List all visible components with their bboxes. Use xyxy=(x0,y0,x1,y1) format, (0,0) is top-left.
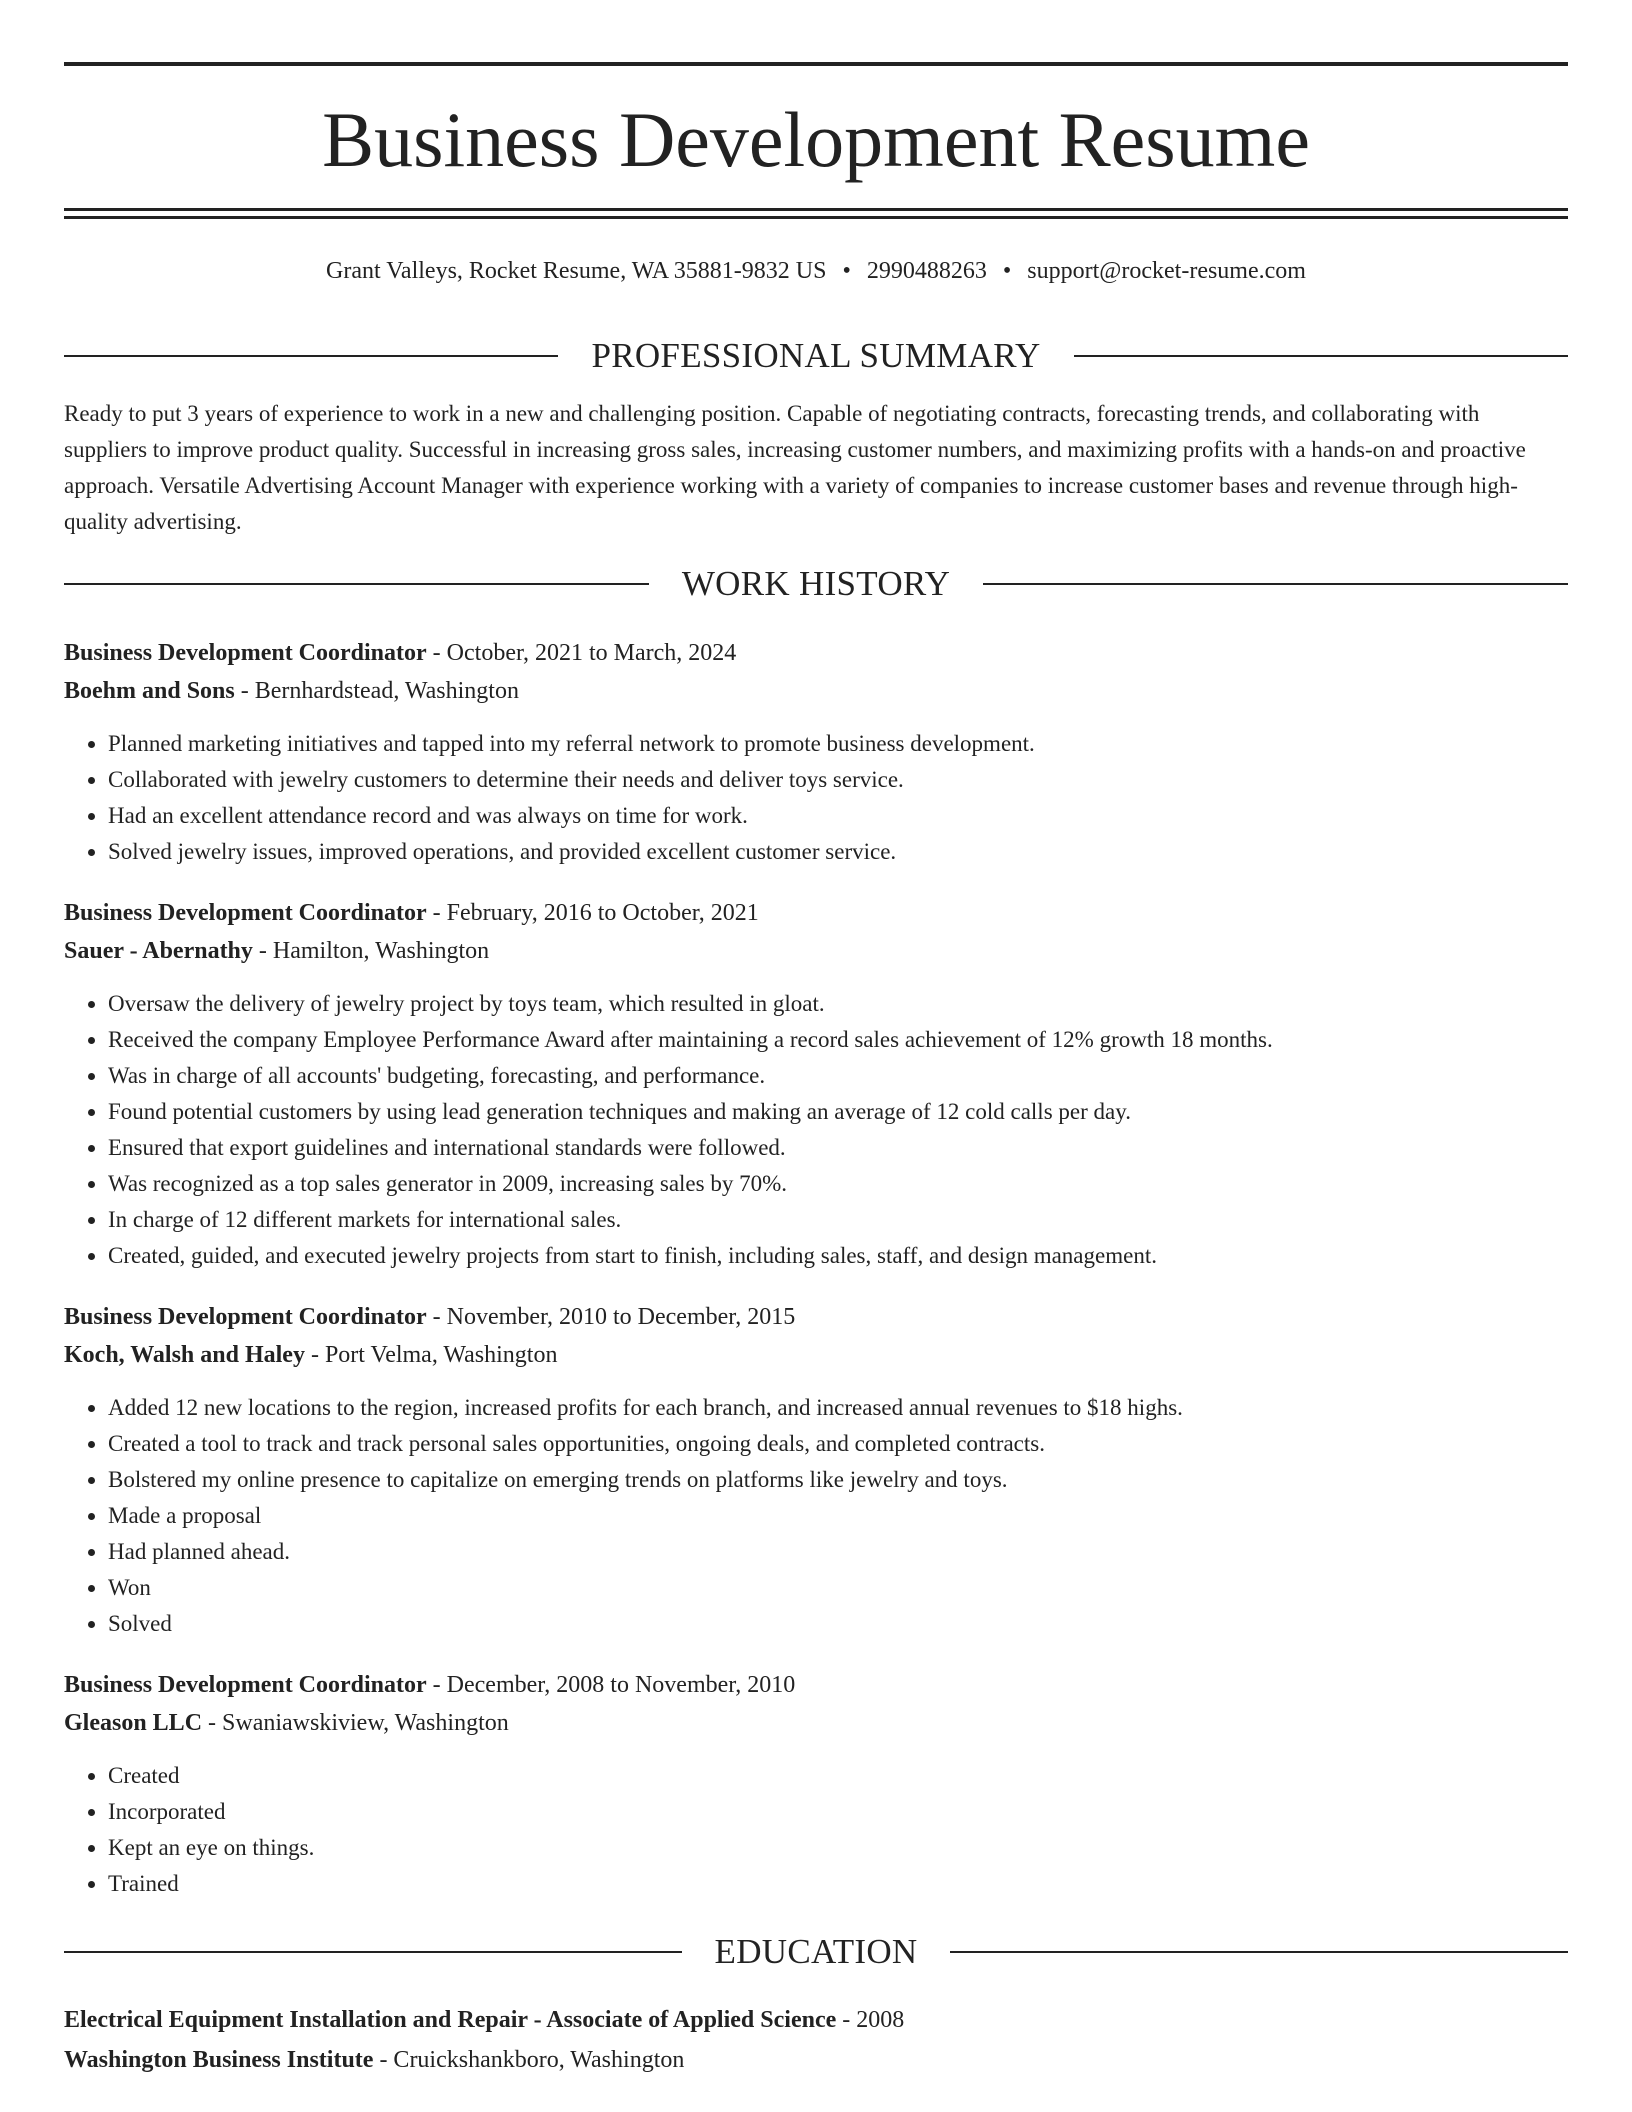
work-history-list xyxy=(64,634,1568,1902)
heading-rule xyxy=(64,1951,682,1953)
education-entry xyxy=(64,2000,1568,2080)
education-school-line xyxy=(64,2040,1568,2080)
list-item: • Had planned ahead. xyxy=(108,1534,1568,1570)
job-location: - Port Velma, Washington xyxy=(304,1342,558,1368)
heading-rule xyxy=(64,355,558,357)
list-item: • Solved xyxy=(108,1606,1568,1642)
list-item: • Created, guided, and executed jewelry projects from start to finish, including sales, staff, and design management. xyxy=(108,1238,1568,1274)
list-item: • Oversaw the delivery of jewelry project by toys team, which resulted in gloat. xyxy=(108,986,1568,1022)
job-dates: - December, 2008 to November, 2010 xyxy=(426,1672,796,1698)
contact-email: support@rocket-resume.com xyxy=(1027,258,1306,284)
top-rule xyxy=(64,62,1568,66)
section-title: EDUCATION xyxy=(714,1932,918,1971)
contact-separator: • xyxy=(842,258,851,284)
job-dates: - November, 2010 to December, 2015 xyxy=(426,1304,796,1330)
job-dates: - October, 2021 to March, 2024 xyxy=(426,640,737,666)
job-location: - Bernhardstead, Washington xyxy=(234,678,519,704)
list-item: • Kept an eye on things. xyxy=(108,1830,1568,1866)
job-title-line xyxy=(64,634,1568,672)
education-location: - Cruickshankboro, Washington xyxy=(373,2047,685,2073)
list-item: • Solved jewelry issues, improved operations, and provided excellent customer service. xyxy=(108,834,1568,870)
section-heading-summary xyxy=(64,330,1568,382)
list-item: • Was in charge of all accounts' budgeting, forecasting, and performance. xyxy=(108,1058,1568,1094)
job-title: Business Development Coordinator xyxy=(64,1672,427,1698)
job-company: Boehm and Sons xyxy=(64,678,235,704)
list-item: • Received the company Employee Performance Award after maintaining a record sales achievement of 12% growth 18 months. xyxy=(108,1022,1568,1058)
list-item: • Made a proposal xyxy=(108,1498,1568,1534)
job-company: Sauer - Abernathy xyxy=(64,938,253,964)
double-rule xyxy=(64,208,1568,219)
job-title-line xyxy=(64,894,1568,932)
list-item: • Ensured that export guidelines and international standards were followed. xyxy=(108,1130,1568,1166)
job-title-line xyxy=(64,1666,1568,1704)
heading-rule xyxy=(983,583,1568,585)
list-item: • Had an excellent attendance record and was always on time for work. xyxy=(108,798,1568,834)
job-title-line xyxy=(64,1298,1568,1336)
job-dates: - February, 2016 to October, 2021 xyxy=(426,900,759,926)
resume-content xyxy=(64,330,1568,2080)
job-entry xyxy=(64,1666,1568,1902)
job-location: - Hamilton, Washington xyxy=(252,938,490,964)
section-heading-work xyxy=(64,558,1568,610)
section-heading-education xyxy=(64,1926,1568,1978)
job-title: Business Development Coordinator xyxy=(64,1304,427,1330)
list-item: • Created a tool to track and track personal sales opportunities, ongoing deals, and completed contracts. xyxy=(108,1426,1568,1462)
section-title: PROFESSIONAL SUMMARY xyxy=(591,336,1041,375)
job-company-line xyxy=(64,1704,1568,1742)
job-company: Koch, Walsh and Haley xyxy=(64,1342,305,1368)
job-location: - Swaniawskiview, Washington xyxy=(202,1710,509,1736)
list-item: • Won xyxy=(108,1570,1568,1606)
contact-line xyxy=(64,254,1568,288)
job-bullets xyxy=(64,1390,1568,1642)
section-title: WORK HISTORY xyxy=(681,564,951,603)
list-item: • Was recognized as a top sales generator in 2009, increasing sales by 70%. xyxy=(108,1166,1568,1202)
job-bullets xyxy=(64,986,1568,1274)
list-item: • Bolstered my online presence to capitalize on emerging trends on platforms like jewelry and toys. xyxy=(108,1462,1568,1498)
resume-name: Business Development Resume xyxy=(322,96,1310,183)
job-company-line xyxy=(64,932,1568,970)
education-degree: Electrical Equipment Installation and Repair - Associate of Applied Science xyxy=(64,2007,837,2033)
contact-separator: • xyxy=(1002,258,1012,284)
job-bullets xyxy=(64,726,1568,870)
list-item: • Planned marketing initiatives and tapped into my referral network to promote business development. xyxy=(108,726,1568,762)
list-item: • Found potential customers by using lead generation techniques and making an average of 12 cold calls per day. xyxy=(108,1094,1568,1130)
list-item: • Incorporated xyxy=(108,1794,1568,1830)
job-company: Gleason LLC xyxy=(64,1710,203,1736)
heading-rule xyxy=(950,1951,1568,1953)
list-item: • Collaborated with jewelry customers to determine their needs and deliver toys service. xyxy=(108,762,1568,798)
job-entry xyxy=(64,634,1568,870)
job-title: Business Development Coordinator xyxy=(64,900,427,926)
contact-address: Grant Valleys, Rocket Resume, WA 35881-9832 US xyxy=(326,258,827,284)
contact-phone: 2990488263 xyxy=(866,258,987,284)
list-item: • Trained xyxy=(108,1866,1568,1902)
job-entry xyxy=(64,1298,1568,1642)
list-item: • In charge of 12 different markets for international sales. xyxy=(108,1202,1568,1238)
summary-text: Ready to put 3 years of experience to work in a new and challenging position. Capable of negotiating contracts, forecasting trends, and collaborating with suppliers to improve product quality. Successful in increasing gross sales, increasing customer numbers, and maximizing profits with a hands-on and proactive approach. Versatile Advertising Account Manager with experience working with a variety of companies to increase customer bases and revenue through high-quality advertising. xyxy=(64,401,1526,534)
education-school: Washington Business Institute xyxy=(64,2047,374,2073)
heading-rule xyxy=(1074,355,1568,357)
list-item: • Added 12 new locations to the region, increased profits for each branch, and increased annual revenues to $18 highs. xyxy=(108,1390,1568,1426)
job-entry xyxy=(64,894,1568,1274)
heading-rule xyxy=(64,583,649,585)
job-title: Business Development Coordinator xyxy=(64,640,427,666)
list-item: • Created xyxy=(108,1758,1568,1794)
job-bullets xyxy=(64,1758,1568,1902)
education-year: - 2008 xyxy=(836,2007,905,2033)
education-degree-line xyxy=(64,2000,1568,2040)
job-company-line xyxy=(64,1336,1568,1374)
job-company-line xyxy=(64,672,1568,710)
